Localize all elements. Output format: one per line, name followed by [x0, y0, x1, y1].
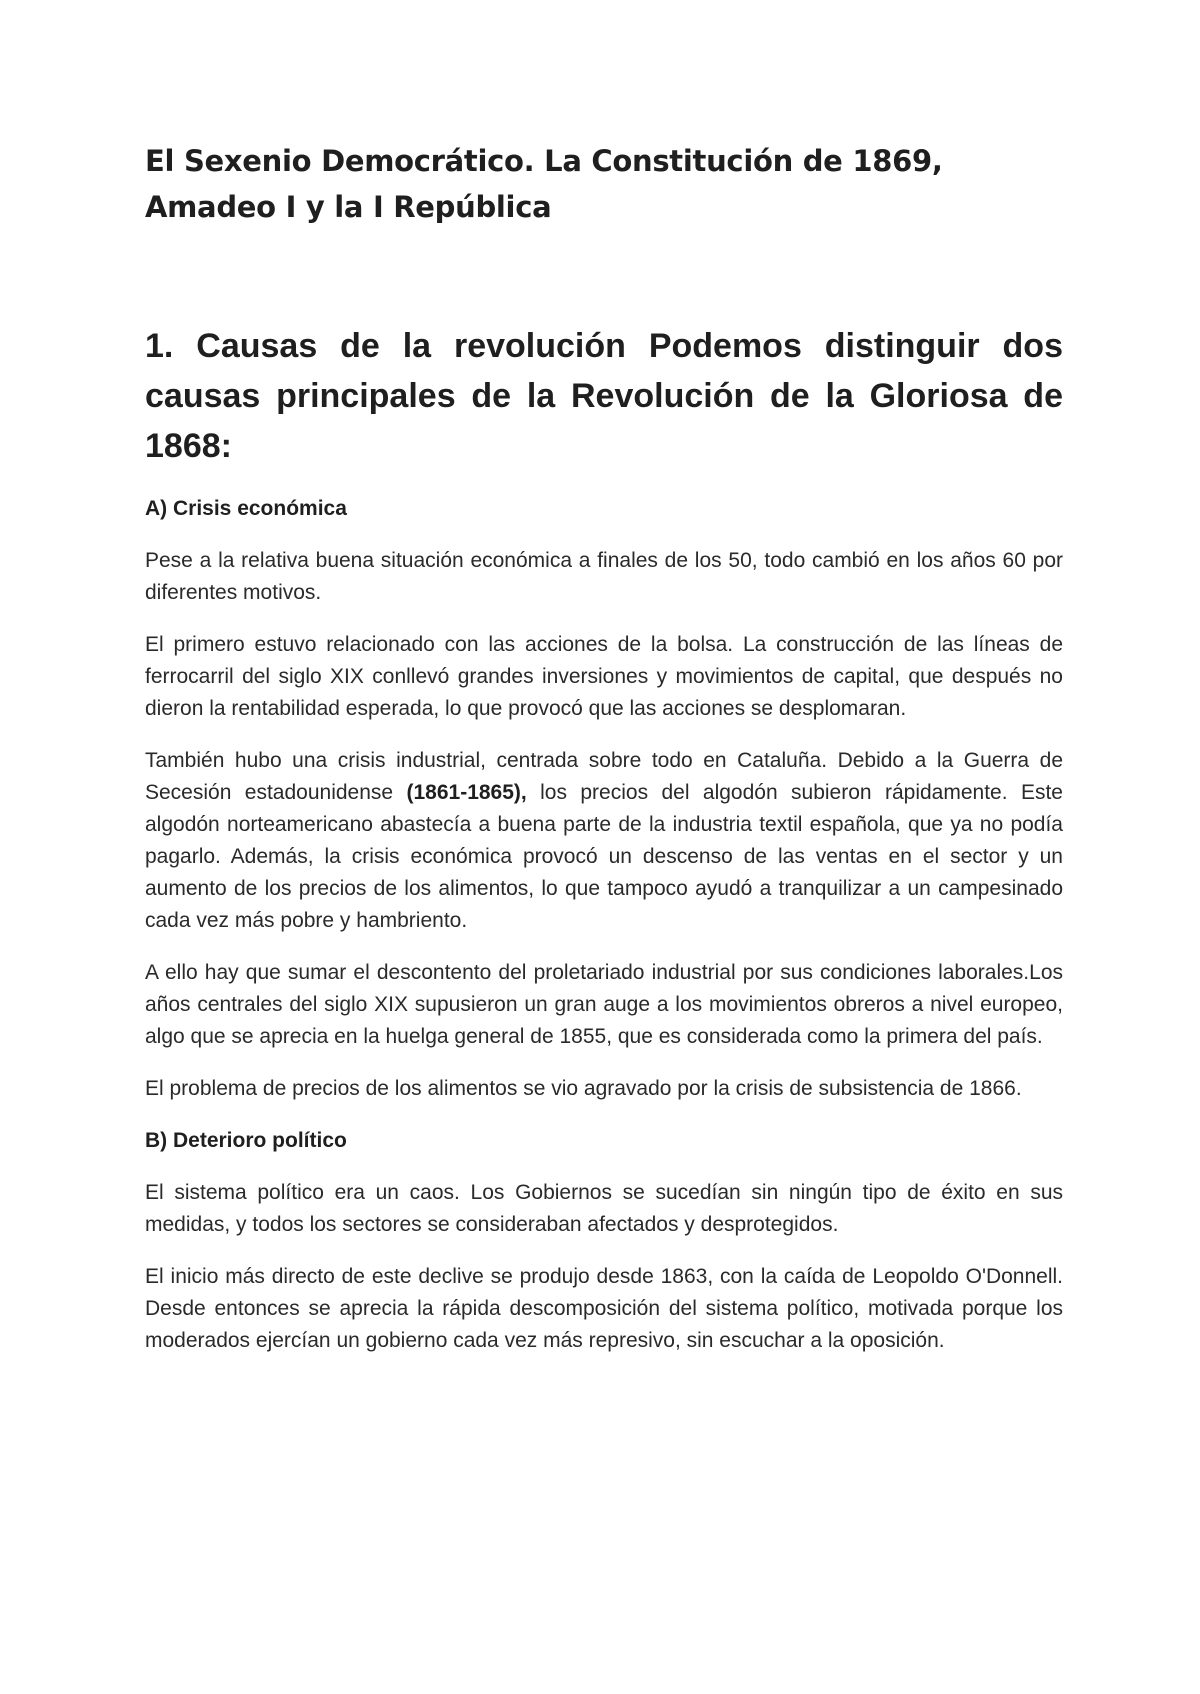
section-heading-causas: 1. Causas de la revolución Podemos distinguir dos causas principales de la Revolución de la Gloriosa de 1868:	[145, 326, 1063, 465]
paragraph-a1: Pese a la relativa buena situación económica a finales de los 50, todo cambió en los años 60 por diferentes motivos.	[145, 548, 1063, 604]
paragraph-a3	[145, 745, 1063, 937]
paragraph-b1: El sistema político era un caos. Los Gobiernos se sucedían sin ningún tipo de éxito en sus medidas, y todos los sectores se consideraban afectados y desprotegidos.	[145, 1180, 1063, 1236]
subheading-crisis-economica: A) Crisis económica	[145, 496, 347, 520]
document-page	[145, 138, 1063, 1377]
document-title: El Sexenio Democrático. La Constitución de 1869, Amadeo I y la I República	[145, 144, 943, 225]
paragraph-b2: El inicio más directo de este declive se produjo desde 1863, con la caída de Leopoldo O'Donnell. Desde entonces se aprecia la rápida descomposición del sistema político, motivada porque los moderados ejercían un gobierno cada vez más represivo, sin escuchar a la oposición.	[145, 1264, 1063, 1352]
paragraph-a3-bold-dates: (1861-1865),	[406, 780, 527, 804]
paragraph-a3-text-before: También hubo una crisis industrial, centrada sobre todo en Cataluña. Debido a la Guerra de Secesión estadounidense	[145, 748, 1063, 804]
subheading-deterioro-politico: B) Deterioro político	[145, 1128, 347, 1152]
paragraph-a5: El problema de precios de los alimentos se vio agravado por la crisis de subsistencia de 1866.	[145, 1076, 1022, 1100]
paragraph-a2: El primero estuvo relacionado con las acciones de la bolsa. La construcción de las líneas de ferrocarril del siglo XIX conllevó grandes inversiones y movimientos de capital, que después no dieron la rentabilidad esperada, lo que provocó que las acciones se desplomaran.	[145, 632, 1063, 720]
paragraph-a4: A ello hay que sumar el descontento del proletariado industrial por sus condiciones laborales.Los años centrales del siglo XIX supusieron un gran auge a los movimientos obreros a nivel europeo, algo que se aprecia en la huelga general de 1855, que es considerada como la primera del país.	[145, 960, 1063, 1048]
paragraph-a3-text-after: los precios del algodón subieron rápidamente. Este algodón norteamericano abastecía a buena parte de la industria textil española, que ya no podía pagarlo. Además, la crisis económica provocó un descenso de las ventas en el sector y un aumento de los precios de los alimentos, lo que tampoco ayudó a tranquilizar a un campesinado cada vez más pobre y hambriento.	[145, 780, 1063, 932]
